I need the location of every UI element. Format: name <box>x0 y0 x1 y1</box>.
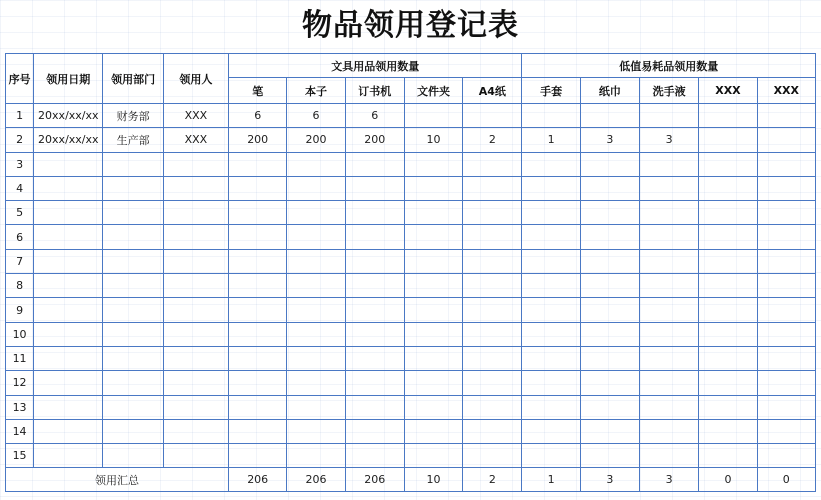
quantity-cell[interactable] <box>463 419 522 443</box>
row-date-cell[interactable] <box>34 419 103 443</box>
quantity-cell[interactable] <box>757 128 815 152</box>
row-person-cell[interactable] <box>163 444 228 468</box>
quantity-cell[interactable] <box>404 201 462 225</box>
quantity-cell[interactable] <box>522 346 580 370</box>
row-date-cell[interactable] <box>34 395 103 419</box>
quantity-cell[interactable] <box>287 176 345 200</box>
row-date-cell[interactable] <box>34 225 103 249</box>
total-row <box>6 468 816 492</box>
quantity-cell[interactable] <box>757 152 815 176</box>
quantity-cell[interactable] <box>404 444 462 468</box>
total-cell[interactable]: 1 <box>522 468 580 492</box>
quantity-cell[interactable] <box>640 395 699 419</box>
row-dept-cell[interactable] <box>103 395 163 419</box>
row-seq-cell[interactable]: 9 <box>6 298 34 322</box>
quantity-cell[interactable] <box>404 371 462 395</box>
quantity-cell[interactable] <box>699 298 757 322</box>
row-date-cell[interactable] <box>34 152 103 176</box>
quantity-cell[interactable] <box>757 395 815 419</box>
quantity-cell[interactable] <box>640 371 699 395</box>
header-person[interactable]: 领用人 <box>163 54 228 104</box>
quantity-cell[interactable] <box>522 249 580 273</box>
quantity-cell[interactable] <box>699 346 757 370</box>
quantity-cell[interactable] <box>345 225 404 249</box>
quantity-cell[interactable] <box>229 322 287 346</box>
quantity-cell[interactable] <box>287 298 345 322</box>
quantity-cell[interactable] <box>287 274 345 298</box>
row-seq-cell[interactable]: 12 <box>6 371 34 395</box>
table-row <box>6 322 816 346</box>
quantity-cell[interactable] <box>229 249 287 273</box>
quantity-cell[interactable] <box>404 395 462 419</box>
quantity-cell[interactable] <box>699 152 757 176</box>
quantity-cell[interactable] <box>463 322 522 346</box>
quantity-cell[interactable] <box>580 176 639 200</box>
row-dept-cell[interactable] <box>103 322 163 346</box>
quantity-cell[interactable] <box>522 104 580 128</box>
row-dept-cell[interactable] <box>103 225 163 249</box>
table-row <box>6 444 816 468</box>
table-row <box>6 152 816 176</box>
table-row <box>6 419 816 443</box>
row-seq-cell[interactable]: 11 <box>6 346 34 370</box>
quantity-cell[interactable] <box>699 225 757 249</box>
row-date-cell[interactable]: 20xx/xx/xx <box>34 104 103 128</box>
row-dept-cell[interactable] <box>103 444 163 468</box>
table-row <box>6 249 816 273</box>
quantity-cell[interactable] <box>699 201 757 225</box>
quantity-cell[interactable] <box>580 298 639 322</box>
quantity-cell[interactable] <box>640 225 699 249</box>
row-seq-cell[interactable]: 1 <box>6 104 34 128</box>
quantity-cell[interactable] <box>580 444 639 468</box>
quantity-cell[interactable] <box>463 225 522 249</box>
quantity-cell[interactable] <box>404 225 462 249</box>
page-title: 物品领用登记表 <box>302 8 519 43</box>
quantity-cell[interactable] <box>345 152 404 176</box>
quantity-cell[interactable] <box>522 274 580 298</box>
row-person-cell[interactable] <box>163 419 228 443</box>
quantity-cell[interactable] <box>345 176 404 200</box>
header-item-tissue[interactable]: 纸巾 <box>580 78 639 104</box>
quantity-cell[interactable] <box>345 371 404 395</box>
header-item-xxx-2[interactable]: XXX <box>757 78 815 104</box>
header-item-gloves[interactable]: 手套 <box>522 78 580 104</box>
quantity-cell[interactable] <box>463 395 522 419</box>
quantity-cell[interactable] <box>463 298 522 322</box>
quantity-cell[interactable] <box>345 298 404 322</box>
row-person-cell[interactable] <box>163 249 228 273</box>
quantity-cell[interactable]: 3 <box>640 128 699 152</box>
row-seq-cell[interactable]: 15 <box>6 444 34 468</box>
row-date-cell[interactable] <box>34 444 103 468</box>
quantity-cell[interactable] <box>580 395 639 419</box>
row-seq-cell[interactable]: 2 <box>6 128 34 152</box>
quantity-cell[interactable] <box>404 274 462 298</box>
header-row-group <box>6 54 816 78</box>
quantity-cell[interactable]: 6 <box>229 104 287 128</box>
quantity-cell[interactable] <box>287 249 345 273</box>
quantity-cell[interactable] <box>229 298 287 322</box>
row-person-cell[interactable] <box>163 274 228 298</box>
row-dept-cell[interactable] <box>103 298 163 322</box>
quantity-cell[interactable] <box>757 322 815 346</box>
quantity-cell[interactable] <box>580 152 639 176</box>
total-cell[interactable]: 10 <box>404 468 462 492</box>
row-seq-cell[interactable]: 14 <box>6 419 34 443</box>
row-seq-cell[interactable]: 10 <box>6 322 34 346</box>
header-item-xxx-1[interactable]: XXX <box>699 78 757 104</box>
row-seq-cell[interactable]: 6 <box>6 225 34 249</box>
quantity-cell[interactable] <box>463 274 522 298</box>
quantity-cell[interactable] <box>287 419 345 443</box>
quantity-cell[interactable] <box>229 346 287 370</box>
quantity-cell[interactable] <box>522 201 580 225</box>
quantity-cell[interactable] <box>229 201 287 225</box>
quantity-cell[interactable] <box>404 419 462 443</box>
quantity-cell[interactable] <box>757 176 815 200</box>
quantity-cell[interactable] <box>345 274 404 298</box>
quantity-cell[interactable] <box>463 176 522 200</box>
table-row <box>6 128 816 152</box>
quantity-cell[interactable] <box>404 346 462 370</box>
header-item-folder[interactable]: 文件夹 <box>404 78 462 104</box>
table-row <box>6 298 816 322</box>
row-seq-cell[interactable]: 7 <box>6 249 34 273</box>
quantity-cell[interactable] <box>580 225 639 249</box>
quantity-cell[interactable] <box>345 322 404 346</box>
quantity-cell[interactable] <box>463 249 522 273</box>
quantity-cell[interactable] <box>757 419 815 443</box>
total-label[interactable]: 领用汇总 <box>6 468 229 492</box>
quantity-cell[interactable] <box>345 201 404 225</box>
table-body <box>6 104 816 468</box>
quantity-cell[interactable]: 10 <box>404 128 462 152</box>
quantity-cell[interactable] <box>522 371 580 395</box>
table-row <box>6 346 816 370</box>
quantity-cell[interactable] <box>640 249 699 273</box>
quantity-cell[interactable] <box>580 371 639 395</box>
quantity-cell[interactable] <box>580 346 639 370</box>
row-date-cell[interactable] <box>34 201 103 225</box>
total-cell[interactable]: 206 <box>287 468 345 492</box>
quantity-cell[interactable] <box>229 371 287 395</box>
header-stationery-group[interactable]: 文具用品领用数量 <box>229 54 522 78</box>
quantity-cell[interactable] <box>699 419 757 443</box>
quantity-cell[interactable] <box>229 152 287 176</box>
quantity-cell[interactable]: 2 <box>463 128 522 152</box>
table-row <box>6 225 816 249</box>
quantity-cell[interactable] <box>757 298 815 322</box>
quantity-cell[interactable] <box>699 176 757 200</box>
row-person-cell[interactable] <box>163 152 228 176</box>
quantity-cell[interactable] <box>699 395 757 419</box>
row-dept-cell[interactable] <box>103 346 163 370</box>
header-item-hand-soap[interactable]: 洗手液 <box>640 78 699 104</box>
row-date-cell[interactable] <box>34 274 103 298</box>
quantity-cell[interactable] <box>757 104 815 128</box>
quantity-cell[interactable] <box>463 444 522 468</box>
table-row <box>6 104 816 128</box>
total-cell[interactable]: 0 <box>699 468 757 492</box>
table-row <box>6 371 816 395</box>
quantity-cell[interactable] <box>463 152 522 176</box>
quantity-cell[interactable] <box>580 201 639 225</box>
header-dept[interactable]: 领用部门 <box>103 54 163 104</box>
quantity-cell[interactable] <box>229 176 287 200</box>
quantity-cell[interactable] <box>580 104 639 128</box>
quantity-cell[interactable] <box>580 419 639 443</box>
row-date-cell[interactable]: 20xx/xx/xx <box>34 128 103 152</box>
quantity-cell[interactable] <box>287 346 345 370</box>
row-dept-cell[interactable] <box>103 152 163 176</box>
quantity-cell[interactable]: 6 <box>345 104 404 128</box>
row-person-cell[interactable] <box>163 201 228 225</box>
quantity-cell[interactable] <box>522 152 580 176</box>
quantity-cell[interactable] <box>345 419 404 443</box>
quantity-cell[interactable] <box>522 419 580 443</box>
total-cell[interactable]: 2 <box>463 468 522 492</box>
quantity-cell[interactable] <box>345 249 404 273</box>
quantity-cell[interactable] <box>640 201 699 225</box>
quantity-cell[interactable] <box>404 152 462 176</box>
quantity-cell[interactable] <box>229 395 287 419</box>
quantity-cell[interactable] <box>463 371 522 395</box>
quantity-cell[interactable] <box>287 201 345 225</box>
quantity-cell[interactable] <box>522 444 580 468</box>
quantity-cell[interactable] <box>640 419 699 443</box>
quantity-cell[interactable] <box>404 249 462 273</box>
quantity-cell[interactable] <box>580 249 639 273</box>
quantity-cell[interactable] <box>522 176 580 200</box>
quantity-cell[interactable] <box>640 444 699 468</box>
quantity-cell[interactable] <box>757 225 815 249</box>
quantity-cell[interactable] <box>640 176 699 200</box>
row-seq-cell[interactable]: 8 <box>6 274 34 298</box>
quantity-cell[interactable] <box>522 225 580 249</box>
quantity-cell[interactable] <box>404 176 462 200</box>
quantity-cell[interactable] <box>345 395 404 419</box>
row-date-cell[interactable] <box>34 176 103 200</box>
quantity-cell[interactable] <box>640 274 699 298</box>
row-person-cell[interactable] <box>163 371 228 395</box>
table-row <box>6 201 816 225</box>
row-dept-cell[interactable] <box>103 419 163 443</box>
total-cell[interactable]: 3 <box>640 468 699 492</box>
total-cell[interactable]: 0 <box>757 468 815 492</box>
row-date-cell[interactable] <box>34 371 103 395</box>
quantity-cell[interactable] <box>640 298 699 322</box>
header-date[interactable]: 领用日期 <box>34 54 103 104</box>
row-dept-cell[interactable] <box>103 201 163 225</box>
quantity-cell[interactable] <box>463 201 522 225</box>
quantity-cell[interactable] <box>345 346 404 370</box>
row-person-cell[interactable]: XXX <box>163 104 228 128</box>
quantity-cell[interactable]: 6 <box>287 104 345 128</box>
row-dept-cell[interactable] <box>103 371 163 395</box>
quantity-cell[interactable]: 200 <box>287 128 345 152</box>
row-date-cell[interactable] <box>34 322 103 346</box>
row-dept-cell[interactable] <box>103 274 163 298</box>
quantity-cell[interactable] <box>229 444 287 468</box>
quantity-cell[interactable] <box>580 322 639 346</box>
quantity-cell[interactable]: 200 <box>229 128 287 152</box>
quantity-cell[interactable] <box>287 322 345 346</box>
total-cell[interactable]: 206 <box>229 468 287 492</box>
quantity-cell[interactable] <box>287 371 345 395</box>
quantity-cell[interactable] <box>699 249 757 273</box>
quantity-cell[interactable] <box>580 274 639 298</box>
quantity-cell[interactable] <box>522 298 580 322</box>
quantity-cell[interactable] <box>287 225 345 249</box>
quantity-cell[interactable] <box>463 104 522 128</box>
row-person-cell[interactable]: XXX <box>163 128 228 152</box>
row-date-cell[interactable] <box>34 346 103 370</box>
row-date-cell[interactable] <box>34 249 103 273</box>
quantity-cell[interactable] <box>229 274 287 298</box>
row-date-cell[interactable] <box>34 298 103 322</box>
quantity-cell[interactable]: 3 <box>580 128 639 152</box>
row-dept-cell[interactable] <box>103 249 163 273</box>
quantity-cell[interactable] <box>229 419 287 443</box>
table-row <box>6 395 816 419</box>
row-person-cell[interactable] <box>163 322 228 346</box>
row-person-cell[interactable] <box>163 176 228 200</box>
quantity-cell[interactable]: 200 <box>345 128 404 152</box>
row-seq-cell[interactable]: 3 <box>6 152 34 176</box>
quantity-cell[interactable] <box>522 322 580 346</box>
quantity-cell[interactable] <box>345 444 404 468</box>
quantity-cell[interactable] <box>640 104 699 128</box>
row-person-cell[interactable] <box>163 346 228 370</box>
total-cell[interactable]: 206 <box>345 468 404 492</box>
quantity-cell[interactable] <box>757 346 815 370</box>
quantity-cell[interactable] <box>699 128 757 152</box>
quantity-cell[interactable] <box>229 225 287 249</box>
quantity-cell[interactable] <box>757 201 815 225</box>
row-dept-cell[interactable]: 财务部 <box>103 104 163 128</box>
quantity-cell[interactable] <box>287 444 345 468</box>
table-row <box>6 274 816 298</box>
quantity-cell[interactable] <box>640 346 699 370</box>
quantity-cell[interactable] <box>699 322 757 346</box>
row-person-cell[interactable] <box>163 395 228 419</box>
header-item-pen[interactable]: 笔 <box>229 78 287 104</box>
header-seq[interactable]: 序号 <box>6 54 34 104</box>
header-consumable-group[interactable]: 低值易耗品领用数量 <box>522 54 816 78</box>
register-table <box>5 53 816 492</box>
total-cell[interactable]: 3 <box>580 468 639 492</box>
quantity-cell[interactable] <box>287 395 345 419</box>
row-person-cell[interactable] <box>163 225 228 249</box>
header-item-a4-paper[interactable]: A4纸 <box>463 78 522 104</box>
quantity-cell[interactable] <box>699 104 757 128</box>
quantity-cell[interactable] <box>404 322 462 346</box>
quantity-cell[interactable] <box>757 371 815 395</box>
quantity-cell[interactable] <box>404 298 462 322</box>
quantity-cell[interactable] <box>463 346 522 370</box>
quantity-cell[interactable] <box>757 249 815 273</box>
table-row <box>6 176 816 200</box>
header-item-notebook[interactable]: 本子 <box>287 78 345 104</box>
row-dept-cell[interactable] <box>103 176 163 200</box>
row-person-cell[interactable] <box>163 298 228 322</box>
quantity-cell[interactable] <box>699 371 757 395</box>
quantity-cell[interactable] <box>522 395 580 419</box>
quantity-cell[interactable] <box>757 444 815 468</box>
quantity-cell[interactable]: 1 <box>522 128 580 152</box>
quantity-cell[interactable] <box>404 104 462 128</box>
quantity-cell[interactable] <box>640 322 699 346</box>
quantity-cell[interactable] <box>699 444 757 468</box>
row-seq-cell[interactable]: 4 <box>6 176 34 200</box>
quantity-cell[interactable] <box>640 152 699 176</box>
quantity-cell[interactable] <box>699 274 757 298</box>
quantity-cell[interactable] <box>757 274 815 298</box>
row-seq-cell[interactable]: 5 <box>6 201 34 225</box>
quantity-cell[interactable] <box>287 152 345 176</box>
row-seq-cell[interactable]: 13 <box>6 395 34 419</box>
header-item-stapler[interactable]: 订书机 <box>345 78 404 104</box>
row-dept-cell[interactable]: 生产部 <box>103 128 163 152</box>
